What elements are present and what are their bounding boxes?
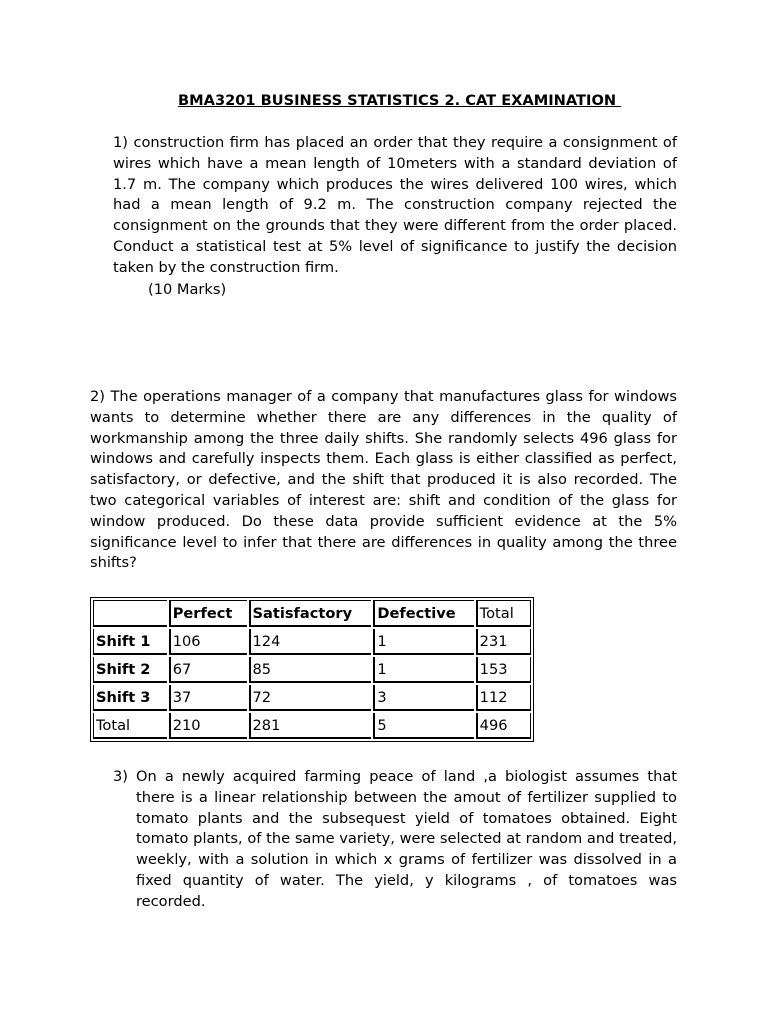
table-cell: 231 xyxy=(476,629,531,655)
row-label-cell: Total xyxy=(93,713,167,739)
page-title: BMA3201 BUSINESS STATISTICS 2. CAT EXAMINATION xyxy=(178,92,622,109)
shift-quality-table xyxy=(90,597,534,742)
table-cell: 106 xyxy=(169,629,247,655)
table-cell: 5 xyxy=(373,713,473,739)
table-cell: 210 xyxy=(169,713,247,739)
table-header-cell: Satisfactory xyxy=(249,600,372,627)
table-cell: 72 xyxy=(249,685,372,711)
table-cell: 281 xyxy=(249,713,372,739)
table-cell: 3 xyxy=(373,685,473,711)
row-label-cell: Shift 1 xyxy=(93,629,167,655)
question-3-number: 3) xyxy=(113,768,128,785)
table-cell: 1 xyxy=(373,657,473,683)
table-cell: 67 xyxy=(169,657,247,683)
table-header-cell: Defective xyxy=(373,600,473,627)
table-header-cell: Total xyxy=(476,600,531,627)
table-row xyxy=(93,629,531,655)
row-label-cell: Shift 3 xyxy=(93,685,167,711)
table-cell: 1 xyxy=(373,629,473,655)
question-1-marks: (10 Marks) xyxy=(148,281,227,298)
table-header-cell xyxy=(93,600,167,627)
table-header-cell: Perfect xyxy=(169,600,247,627)
table-row xyxy=(93,685,531,711)
row-label-cell: Shift 2 xyxy=(93,657,167,683)
table-row xyxy=(93,657,531,683)
question-1-text: 1) construction firm has placed an order that they require a consignment of wires which have a mean length of 10meters with a standard deviation of 1.7 m. The company which produces the wires delivered 100 wires, which had a mean length of 9.2 m. The construction company rejected the consignment on the grounds that they were different from the order placed. Conduct a statistical test at 5% level of significance to justify the decision taken by the construction firm. xyxy=(113,134,677,276)
table-cell: 112 xyxy=(476,685,531,711)
question-3-text: On a newly acquired farming peace of land ,a biologist assumes that there is a linear relationship between the amout of fertilizer supplied to tomato plants and the subsequest yield of tomatoes obtained. Eight tomato plants, of the same variety, were selected at random and treated, weekly, with a solution in which x grams of fertilizer was dissolved in a fixed quantity of water. The yield, y kilograms , of tomatoes was recorded. xyxy=(136,768,677,910)
table-cell: 496 xyxy=(476,713,531,739)
table-total-row xyxy=(93,713,531,739)
table-cell: 124 xyxy=(249,629,372,655)
question-2-text: 2) The operations manager of a company that manufactures glass for windows wants to determine whether there are any differences in the quality of workmanship among the three daily shifts. She randomly selects 496 glass for windows and carefully inspects them. Each glass is either classified as perfect, satisfactory, or defective, and the shift that produced it is also recorded. The two categorical variables of interest are: shift and condition of the glass for window produced. Do these data provide sufficient evidence at the 5% significance level to infer that there are differences in quality among the three shifts? xyxy=(90,388,677,572)
table-cell: 37 xyxy=(169,685,247,711)
table-cell: 85 xyxy=(249,657,372,683)
table-cell: 153 xyxy=(476,657,531,683)
table-header-row xyxy=(93,600,531,627)
